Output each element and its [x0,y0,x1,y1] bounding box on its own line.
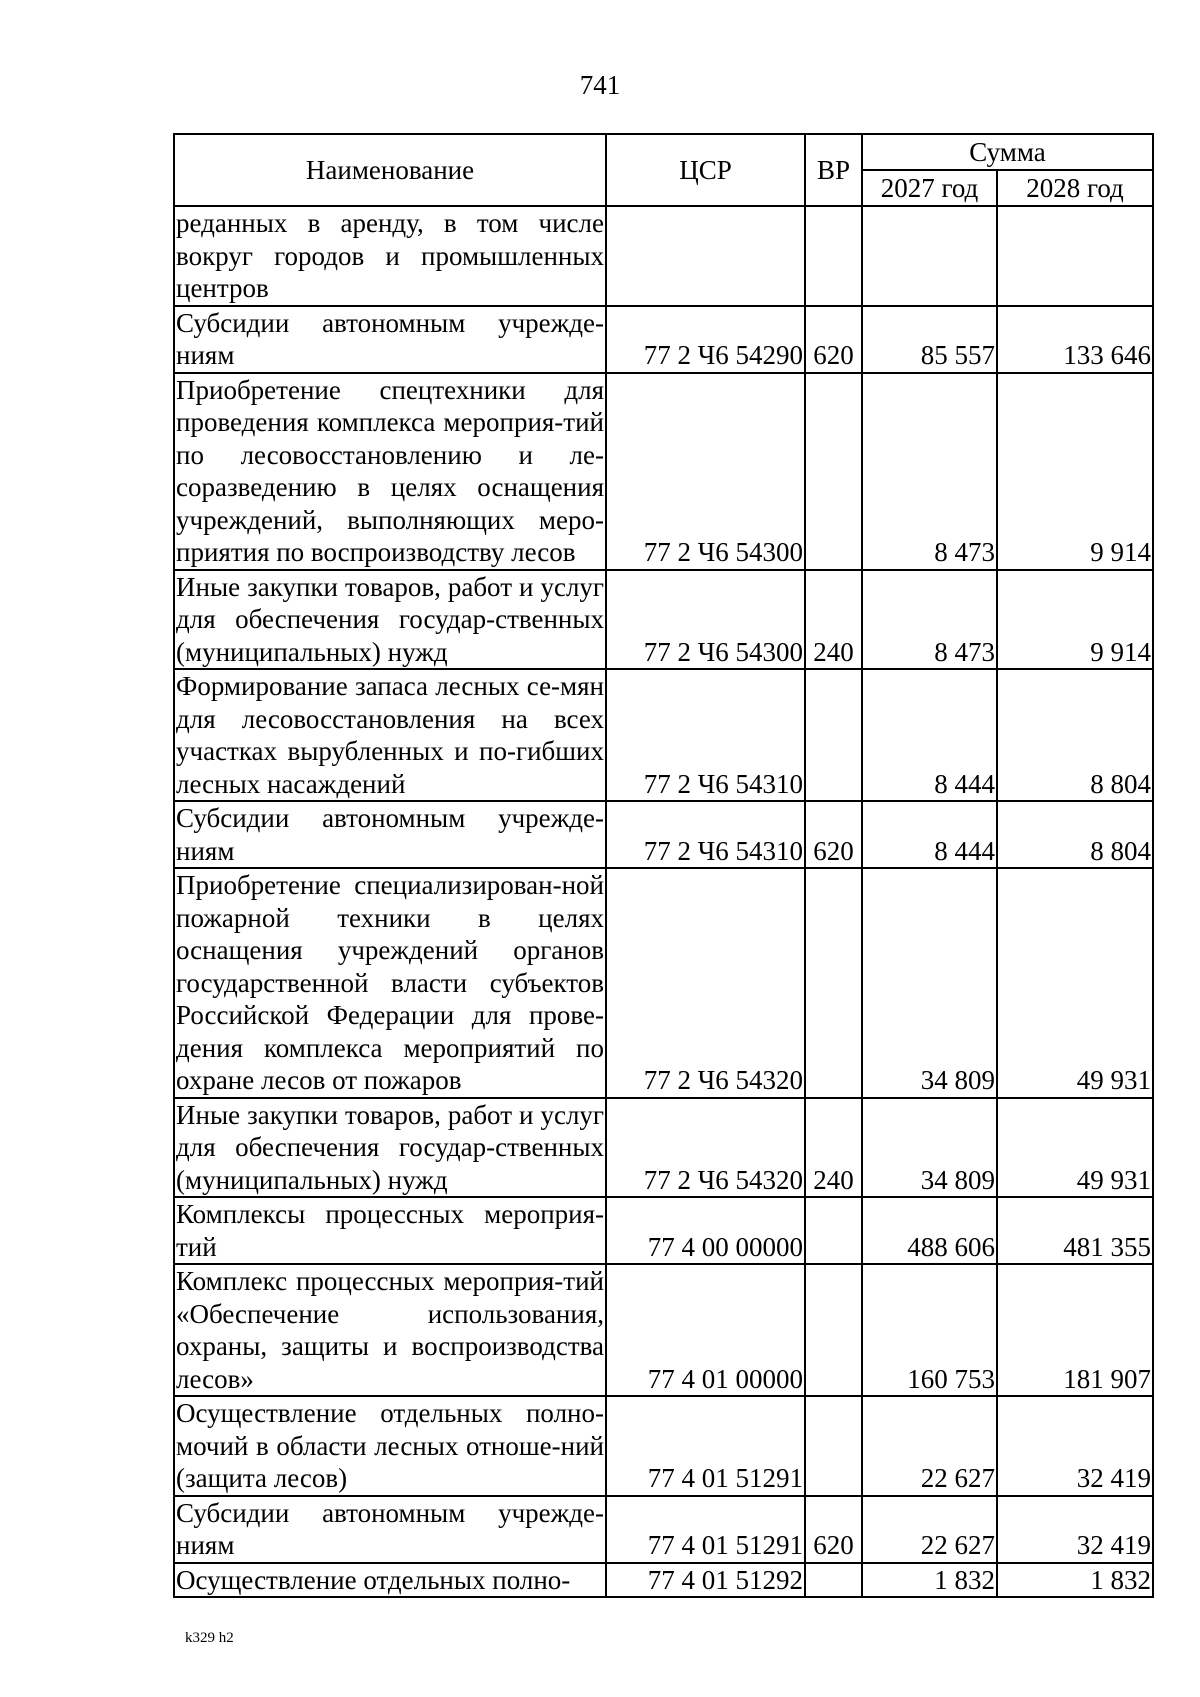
row-amount-2027-cell: 8 444 [862,669,997,801]
row-amount-2027-cell: 85 557 [862,306,997,373]
row-csr-cell: 77 2 Ч6 54290 [606,306,805,373]
row-amount-2028-cell: 32 419 [997,1496,1153,1563]
row-name-cell: Приобретение специализирован-ной пожарной техники в целях оснащения учреждений органов государственной власти субъектов Российской Федерации для прове-дения комплекса мероприятий по охране лесов от пожаров [174,868,606,1098]
row-amount-2027-cell: 22 627 [862,1396,997,1496]
row-name-cell: Осуществление отдельных полно-мочий в области лесных отноше-ний (защита лесов) [174,1396,606,1496]
row-vr-cell [805,206,862,306]
row-name-cell: Комплексы процессных мероприя-тий [174,1197,606,1264]
row-amount-2028-cell: 1 832 [997,1563,1153,1598]
table-row [174,206,1153,306]
row-amount-2028-cell: 8 804 [997,669,1153,801]
row-amount-2028-cell: 49 931 [997,1098,1153,1198]
row-amount-2027-cell: 22 627 [862,1496,997,1563]
table-row [174,1197,1153,1264]
row-csr-cell: 77 2 Ч6 54300 [606,570,805,670]
row-csr-cell: 77 2 Ч6 54320 [606,868,805,1098]
row-vr-cell [805,669,862,801]
row-name-cell: Иные закупки товаров, работ и услуг для обеспечения государ-ственных (муниципальных) нужд [174,1098,606,1198]
row-vr-cell: 240 [805,570,862,670]
row-amount-2028-cell [997,206,1153,306]
budget-table [173,133,1154,1598]
table-row [174,1098,1153,1198]
header-csr: ЦСР [606,134,805,206]
header-vr: ВР [805,134,862,206]
row-amount-2027-cell: 1 832 [862,1563,997,1598]
row-name-cell: Субсидии автономным учрежде-ниям [174,801,606,868]
row-name-cell: Субсидии автономным учрежде-ниям [174,1496,606,1563]
row-csr-cell [606,206,805,306]
row-csr-cell: 77 2 Ч6 54300 [606,373,805,570]
row-amount-2028-cell: 133 646 [997,306,1153,373]
row-amount-2028-cell: 8 804 [997,801,1153,868]
row-name-cell: реданных в аренду, в том числе вокруг городов и промышленных центров [174,206,606,306]
row-vr-cell [805,1563,862,1598]
row-amount-2027-cell: 160 753 [862,1264,997,1396]
header-year-2027: 2027 год [862,170,997,206]
row-csr-cell: 77 2 Ч6 54310 [606,669,805,801]
table-row [174,306,1153,373]
table-body [174,206,1153,1597]
table-row [174,1264,1153,1396]
row-vr-cell: 620 [805,1496,862,1563]
table-row [174,801,1153,868]
row-vr-cell [805,1264,862,1396]
page-number: 741 [579,70,621,100]
row-vr-cell [805,373,862,570]
row-csr-cell: 77 4 01 00000 [606,1264,805,1396]
table-row [174,1563,1153,1598]
row-vr-cell: 620 [805,306,862,373]
row-amount-2027-cell: 34 809 [862,868,997,1098]
row-amount-2028-cell: 9 914 [997,570,1153,670]
table-row [174,570,1153,670]
row-vr-cell: 620 [805,801,862,868]
header-name: Наименование [174,134,606,206]
header-year-2028: 2028 год [997,170,1153,206]
row-name-cell: Приобретение спецтехники для проведения комплекса мероприя-тий по лесовосстановлению и ле-соразведению в целях оснащения учреждений, выполняющих меро-приятия по воспроизводству лесов [174,373,606,570]
row-name-cell: Формирование запаса лесных се-мян для лесовосстановления на всех участках вырубленных и по-гибших лесных насаждений [174,669,606,801]
table-row [174,373,1153,570]
header-sum: Сумма [862,134,1153,170]
table-row [174,1396,1153,1496]
row-csr-cell: 77 2 Ч6 54320 [606,1098,805,1198]
row-name-cell: Осуществление отдельных полно- [174,1563,606,1598]
row-amount-2028-cell: 32 419 [997,1396,1153,1496]
row-amount-2027-cell: 8 473 [862,373,997,570]
row-vr-cell [805,868,862,1098]
row-name-cell: Комплекс процессных мероприя-тий «Обеспечение использования, охраны, защиты и воспроизводства лесов» [174,1264,606,1396]
row-amount-2027-cell [862,206,997,306]
table-row [174,868,1153,1098]
row-csr-cell: 77 2 Ч6 54310 [606,801,805,868]
row-vr-cell: 240 [805,1098,862,1198]
row-amount-2027-cell: 8 444 [862,801,997,868]
row-vr-cell [805,1197,862,1264]
row-csr-cell: 77 4 00 00000 [606,1197,805,1264]
row-amount-2028-cell: 181 907 [997,1264,1153,1396]
table-row [174,1496,1153,1563]
row-name-cell: Иные закупки товаров, работ и услуг для обеспечения государ-ственных (муниципальных) нужд [174,570,606,670]
row-csr-cell: 77 4 01 51291 [606,1496,805,1563]
row-amount-2027-cell: 34 809 [862,1098,997,1198]
row-amount-2028-cell: 481 355 [997,1197,1153,1264]
row-csr-cell: 77 4 01 51292 [606,1563,805,1598]
row-vr-cell [805,1396,862,1496]
row-amount-2027-cell: 488 606 [862,1197,997,1264]
footer-code: k329 h2 [185,1630,234,1646]
row-csr-cell: 77 4 01 51291 [606,1396,805,1496]
row-amount-2028-cell: 49 931 [997,868,1153,1098]
row-amount-2027-cell: 8 473 [862,570,997,670]
row-amount-2028-cell: 9 914 [997,373,1153,570]
row-name-cell: Субсидии автономным учрежде-ниям [174,306,606,373]
table-row [174,669,1153,801]
